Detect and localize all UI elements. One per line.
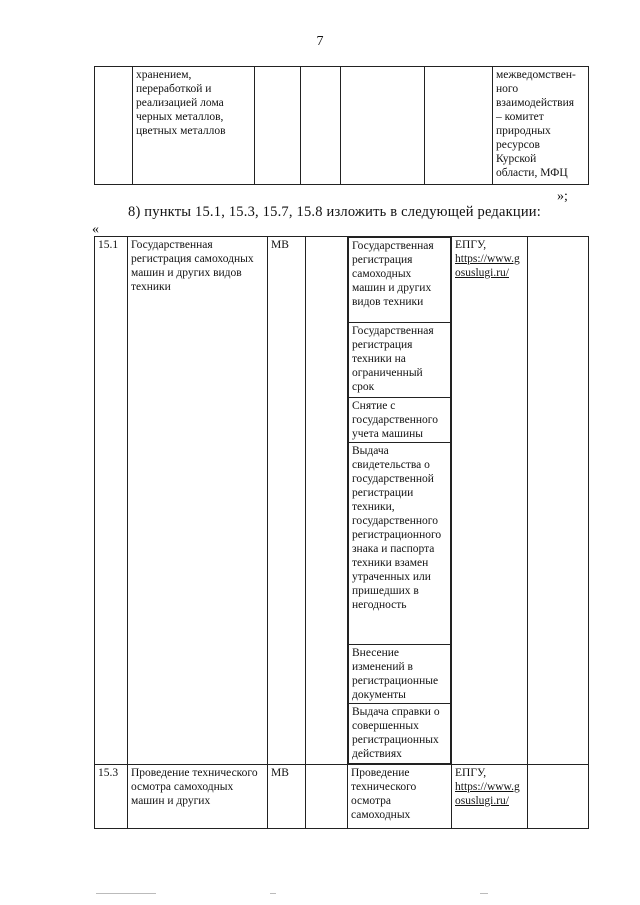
portal-cell	[452, 237, 528, 765]
service-name: Государственная регистрация самоходных машин и других видов техники	[128, 237, 268, 765]
portal-cell	[452, 765, 528, 829]
services-table-row-15-1	[94, 236, 589, 765]
subservice-item: Проведение технического осмотра самоходных	[348, 765, 452, 829]
service-code: МВ	[268, 237, 306, 765]
cell-empty	[301, 67, 341, 185]
subservice-item: Государственная регистрация техники на ограниченный срок	[349, 323, 451, 398]
portal-label: ЕПГУ,	[455, 239, 487, 251]
cell-note	[493, 67, 589, 185]
note-line: ресурсов	[496, 139, 540, 151]
cell-empty	[341, 67, 425, 185]
cell-empty	[425, 67, 493, 185]
subservice-item: Государственная регистрация самоходных машин и других видов техники	[349, 238, 451, 323]
cell-code	[255, 67, 301, 185]
portal-link[interactable]: https://www.gosuslugi.ru/	[455, 781, 520, 807]
activity-line: черных металлов,	[136, 111, 224, 123]
activity-line: хранением,	[136, 69, 192, 81]
cell-empty	[306, 237, 348, 765]
note-line: ного	[496, 83, 519, 95]
note-line: области, МФЦ	[496, 167, 568, 179]
closing-quote: »;	[557, 189, 568, 204]
cell-num	[95, 67, 133, 185]
subservice-item: Выдача справки о совершенных регистрационных действиях	[349, 704, 451, 764]
portal-label: ЕПГУ,	[455, 767, 487, 779]
cell-activity	[133, 67, 255, 185]
note-line: межведомствен-	[496, 69, 576, 81]
cell-empty	[306, 765, 348, 829]
scan-artifact-line	[480, 893, 488, 894]
amendment-paragraph: 8) пункты 15.1, 15.3, 15.7, 15.8 изложить в следующей редакции:	[128, 204, 541, 220]
activity-line: реализацией лома	[136, 97, 224, 109]
opening-quote: «	[92, 222, 99, 237]
note-line: Курской	[496, 153, 537, 165]
scan-artifact-line	[270, 893, 276, 894]
note-line: природных	[496, 125, 551, 137]
note-line: взаимодействия	[496, 97, 575, 109]
row-number: 15.1	[95, 237, 128, 765]
service-name: Проведение технического осмотра самоходных машин и других	[128, 765, 268, 829]
subservice-item: Выдача свидетельства о государственной регистрации техники, государственного регистрационного знака и паспорта техники взамен утраченных или пришедших в негодность	[349, 443, 451, 645]
row-number: 15.3	[95, 765, 128, 829]
cell-empty	[528, 765, 589, 829]
subservice-item: Внесение изменений в регистрационные документы	[349, 645, 451, 704]
activity-line-justified	[136, 82, 251, 96]
subservice-item: Снятие с государственного учета машины	[349, 398, 451, 443]
cell-empty	[528, 237, 589, 765]
activity-line: переработкой и	[136, 83, 212, 95]
subservices-list	[348, 237, 451, 764]
services-table-row-15-3	[94, 764, 589, 829]
page-number: 7	[316, 34, 324, 49]
portal-link[interactable]: https://www.gosuslugi.ru/	[455, 253, 520, 279]
note-line: – комитет	[496, 111, 544, 123]
activity-line: цветных металлов	[136, 125, 226, 137]
subservices-cell	[348, 237, 452, 765]
continued-table	[94, 66, 589, 185]
service-code: МВ	[268, 765, 306, 829]
scan-artifact-line	[96, 893, 156, 894]
